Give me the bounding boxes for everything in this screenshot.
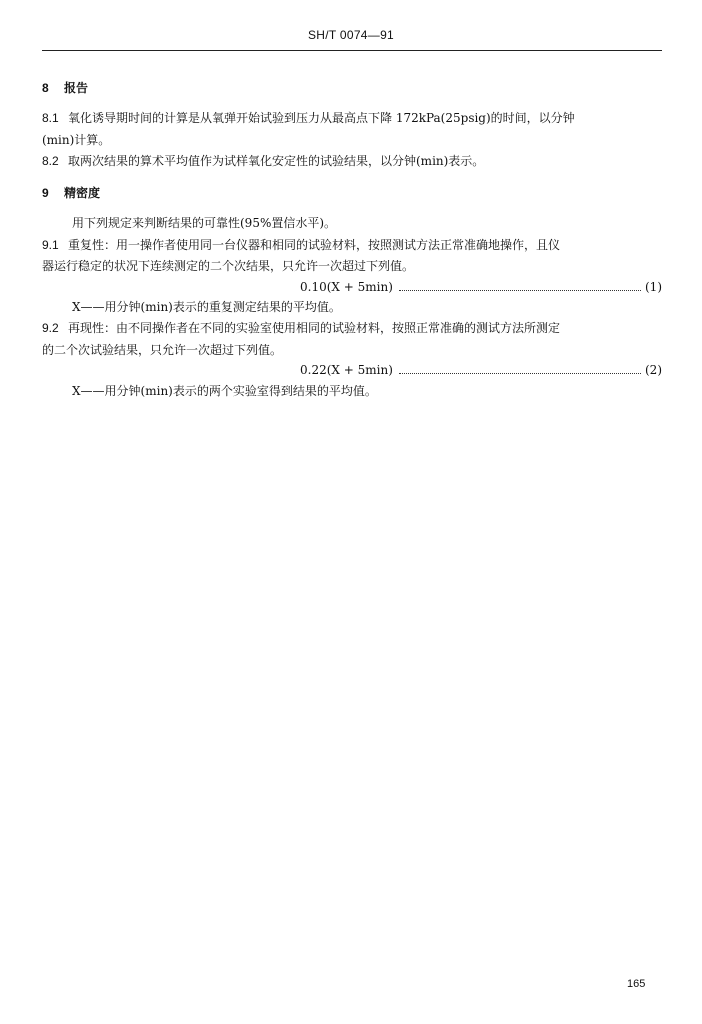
formula-1-expression: 0.10(X + 5min) [300,280,393,294]
clause-9-1-note: X——用分钟(min)表示的重复测定结果的平均值。 [72,300,341,314]
formula-2 [300,362,662,378]
clause-9-1-line1 [42,237,662,253]
formula-1 [300,279,662,295]
section-9-title: 精密度 [64,186,101,200]
clause-9-1-number: 9.1 [42,238,59,252]
header-rule [42,50,662,51]
section-8-title: 报告 [64,81,89,95]
formula-1-number: (1) [645,280,662,294]
formula-2-leader-dots [399,373,641,374]
formula-2-expression: 0.22(X + 5min) [300,363,393,377]
clause-8-1-line1 [42,110,662,126]
section-9-number: 9 [42,186,49,200]
section-9-heading [42,185,662,201]
clause-9-1-line2: 器运行稳定的状况下连续测定的二个次结果，只允许一次超过下列值。 [42,259,415,273]
clause-8-1-line2: (min)计算。 [42,133,111,147]
clause-9-2-line1 [42,320,662,336]
clause-9-1-text-line1: 重复性：用一操作者使用同一台仪器和相同的试验材料，按照测试方法正常准确地操作，且仪 [68,238,561,252]
clause-9-2-line2: 的二个次试验结果，只允许一次超过下列值。 [42,343,283,357]
clause-8-2-number: 8.2 [42,154,59,168]
formula-2-number: (2) [645,363,662,377]
clause-8-1-number: 8.1 [42,111,59,125]
section-8-number: 8 [42,81,49,95]
clause-9-2-number: 9.2 [42,321,59,335]
formula-1-leader-dots [399,290,641,291]
page-number: 165 [627,978,646,990]
clause-8-2 [42,153,662,169]
clause-8-1-text-line1: 氧化诱导期时间的计算是从氧弹开始试验到压力从最高点下降 172kPa(25psig)的时间，以分钟 [68,111,575,125]
page-header: SH/T 0074—91 [307,28,395,42]
clause-8-2-text: 取两次结果的算术平均值作为试样氧化安定性的试验结果，以分钟(min)表示。 [68,154,485,168]
clause-9-2-note: X——用分钟(min)表示的两个实验室得到结果的平均值。 [72,384,377,398]
section-8-heading [42,80,662,96]
clause-9-2-text-line1: 再现性：由不同操作者在不同的实验室使用相同的试验材料，按照正常准确的测试方法所测定 [68,321,561,335]
section-9-intro: 用下列规定来判断结果的可靠性(95%置信水平)。 [72,216,337,230]
